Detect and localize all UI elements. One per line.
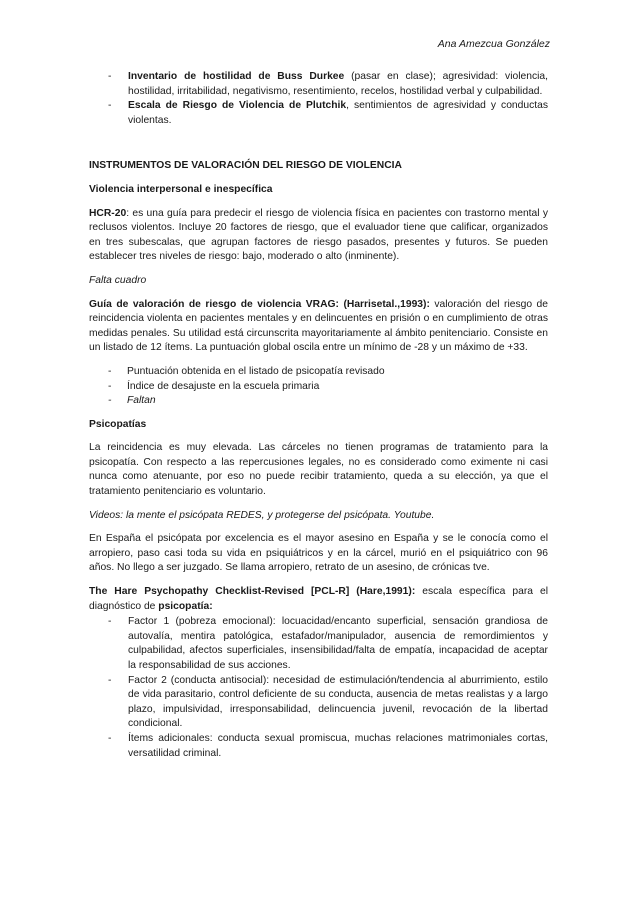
vrag-list <box>89 365 548 409</box>
subsection-title: Psicopatías <box>89 418 147 430</box>
list-item: - Factor 1 (pobreza emocional): locuacidad/encanto superficial, sensación grandiosa de autovalía, mentira patológica, estafador/manipulador, ausencia de remordimientos y culpabilidad, afectos superficiales, insensibilidad/falta de empatía, incapacidad de aceptar la responsabilidad de sus acciones. <box>89 615 548 673</box>
psicopatias-paragraph: La reincidencia es muy elevada. Las cárceles no tienen programas de tratamiento para la psicopatía. Con respecto a las repercusiones legales, no es considerado como eximente ni casi nunca como atenuante, por eso no puede recibir tratamiento, queda a su elección, ya que el tratamiento penitenciario es voluntario. <box>89 442 548 498</box>
list-item <box>89 70 548 99</box>
hcr-label: HCR-20 <box>89 207 127 219</box>
videos-note: Videos: la mente el psicópata REDES, y protegerse del psicópata. Youtube. <box>89 509 435 521</box>
list-item: - Factor 2 (conducta antisocial): necesidad de estimulación/tendencia al aburrimiento, estilo de vida parasitario, control deficiente de su conducta, ausencia de metas realistas y a largo plazo, impulsividad, irresponsabilidad, delincuencia juvenil, revocación de la libertad condicional. <box>89 674 548 732</box>
espana-paragraph: En España el psicópata por excelencia es el mayor asesino en España y se le conocía como el arropiero, paso casi toda su vida en psiquiátricos y en la cárcel, murió en el psiquiátrico con 96 años. No llego a ser juzgado. Se llama arropiero, retrato de un asesino, de crónicas tve. <box>89 533 548 574</box>
list-item: - Ítems adicionales: conducta sexual promiscua, muchas relaciones matrimoniales cortas, versatilidad criminal. <box>89 732 548 761</box>
list-item-bold: Escala de Riesgo de Violencia de Plutchik <box>128 100 347 112</box>
hcr-paragraph <box>89 207 548 265</box>
top-list <box>89 70 548 128</box>
hare-label: The Hare Psychopathy Checklist-Revised [PCL-R] (Hare,1991): <box>89 586 416 598</box>
document-body <box>89 70 548 770</box>
hare-paragraph <box>89 585 548 614</box>
vrag-label: Guía de valoración de riesgo de violencia VRAG: (Harrisetal.,1993): <box>89 298 430 310</box>
section-title: INSTRUMENTOS DE VALORACIÓN DEL RIESGO DE VIOLENCIA <box>89 160 402 172</box>
vrag-text: valoración del riesgo de reincidencia violenta en pacientes mentales y en delincuentes en prisión o en cumplimiento de otras medidas penales. Su utilidad está circunscrita mayoritariamente al ámbito penitenciario. Consiste en un listado de 12 ítems. La puntuación global oscila entre un mínimo de -28 y un máximo de +33. <box>89 298 548 354</box>
list-item-text: (pasar en clase); agresividad: violencia, hostilidad, irritabilidad, negativismo, resentimiento, recelos, hostilidad verbal y culpabilidad. <box>128 71 548 97</box>
list-item: - Puntuación obtenida en el listado de psicopatía revisado <box>89 365 548 380</box>
list-item: - Índice de desajuste en la escuela primaria <box>89 380 548 395</box>
subsection-title: Violencia interpersonal e inespecífica <box>89 183 273 195</box>
list-item-text: , sentimientos de agresividad y conductas violentas. <box>128 100 548 126</box>
missing-table-note: Falta cuadro <box>89 274 147 286</box>
hare-label-2: psicopatía: <box>158 600 213 612</box>
hare-list <box>89 615 548 761</box>
list-item-bold: Inventario de hostilidad de Buss Durkee <box>128 71 345 82</box>
vrag-paragraph <box>89 298 548 356</box>
page-header-author: Ana Amezcua González <box>437 38 550 50</box>
list-item: - Faltan <box>89 394 548 409</box>
hare-text: escala específica para el diagnóstico de <box>89 586 548 612</box>
list-item <box>89 99 548 128</box>
hcr-text: : es una guía para predecir el riesgo de violencia física en pacientes con trastorno mental y reclusos violentos. Incluye 20 factores de riesgo, que el evaluador tiene que calificar, organizados en tres subescalas, que agrupan factores de riesgo pasados, presentes y futuros. Se pueden establecer tres niveles de riesgo: bajo, moderado o alto (inminente). <box>89 207 548 263</box>
